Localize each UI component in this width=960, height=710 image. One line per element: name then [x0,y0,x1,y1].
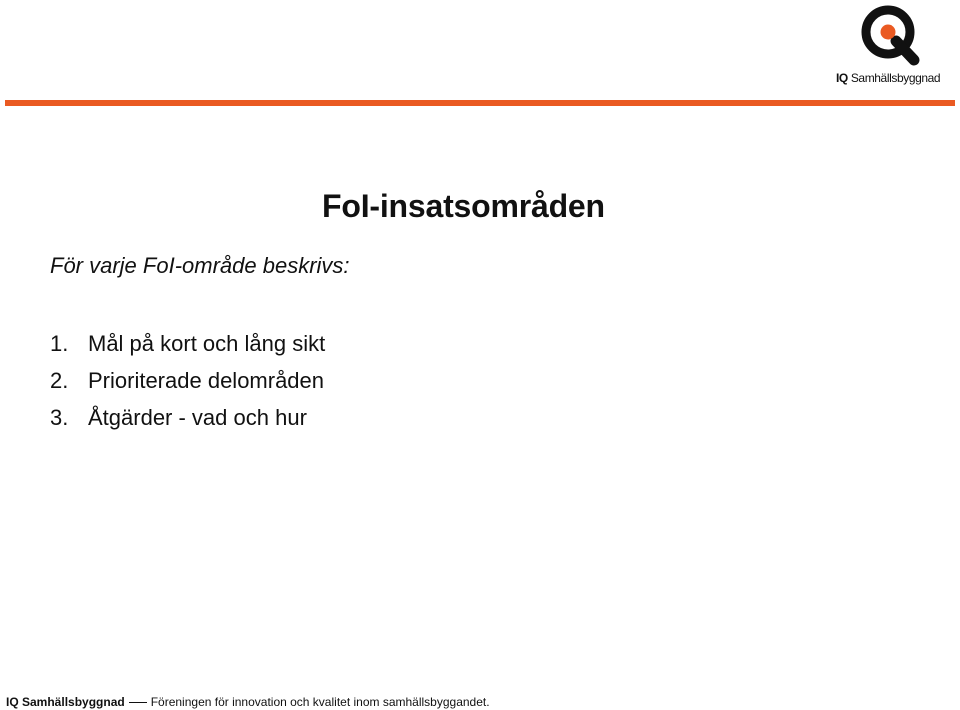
list-item-text: Mål på kort och lång sikt [88,331,326,356]
list-item-number: 1. [50,331,69,356]
footer-org-name: IQ Samhällsbyggnad [6,695,125,709]
footer [6,695,490,709]
list-item-number: 3. [50,405,69,430]
footer-dash [129,702,147,703]
logo-wordmark: IQ Samhällsbyggnad [836,71,941,85]
header-divider [5,100,955,106]
list-item-text: Prioriterade delområden [88,368,325,393]
list-item-number: 2. [50,368,69,393]
iq-logo-mark-icon [858,2,924,68]
list-item [50,325,325,362]
list-item [50,362,325,399]
iq-logo [836,2,948,88]
list-item [50,399,325,436]
slide-title: FoI-insatsområden [322,188,605,224]
footer-tagline: Föreningen för innovation och kvalitet inom samhällsbyggandet. [150,695,490,709]
numbered-list [50,325,325,436]
list-item-text: Åtgärder - vad och hur [88,405,307,430]
intro-text: För varje FoI-område beskrivs: [50,253,350,278]
